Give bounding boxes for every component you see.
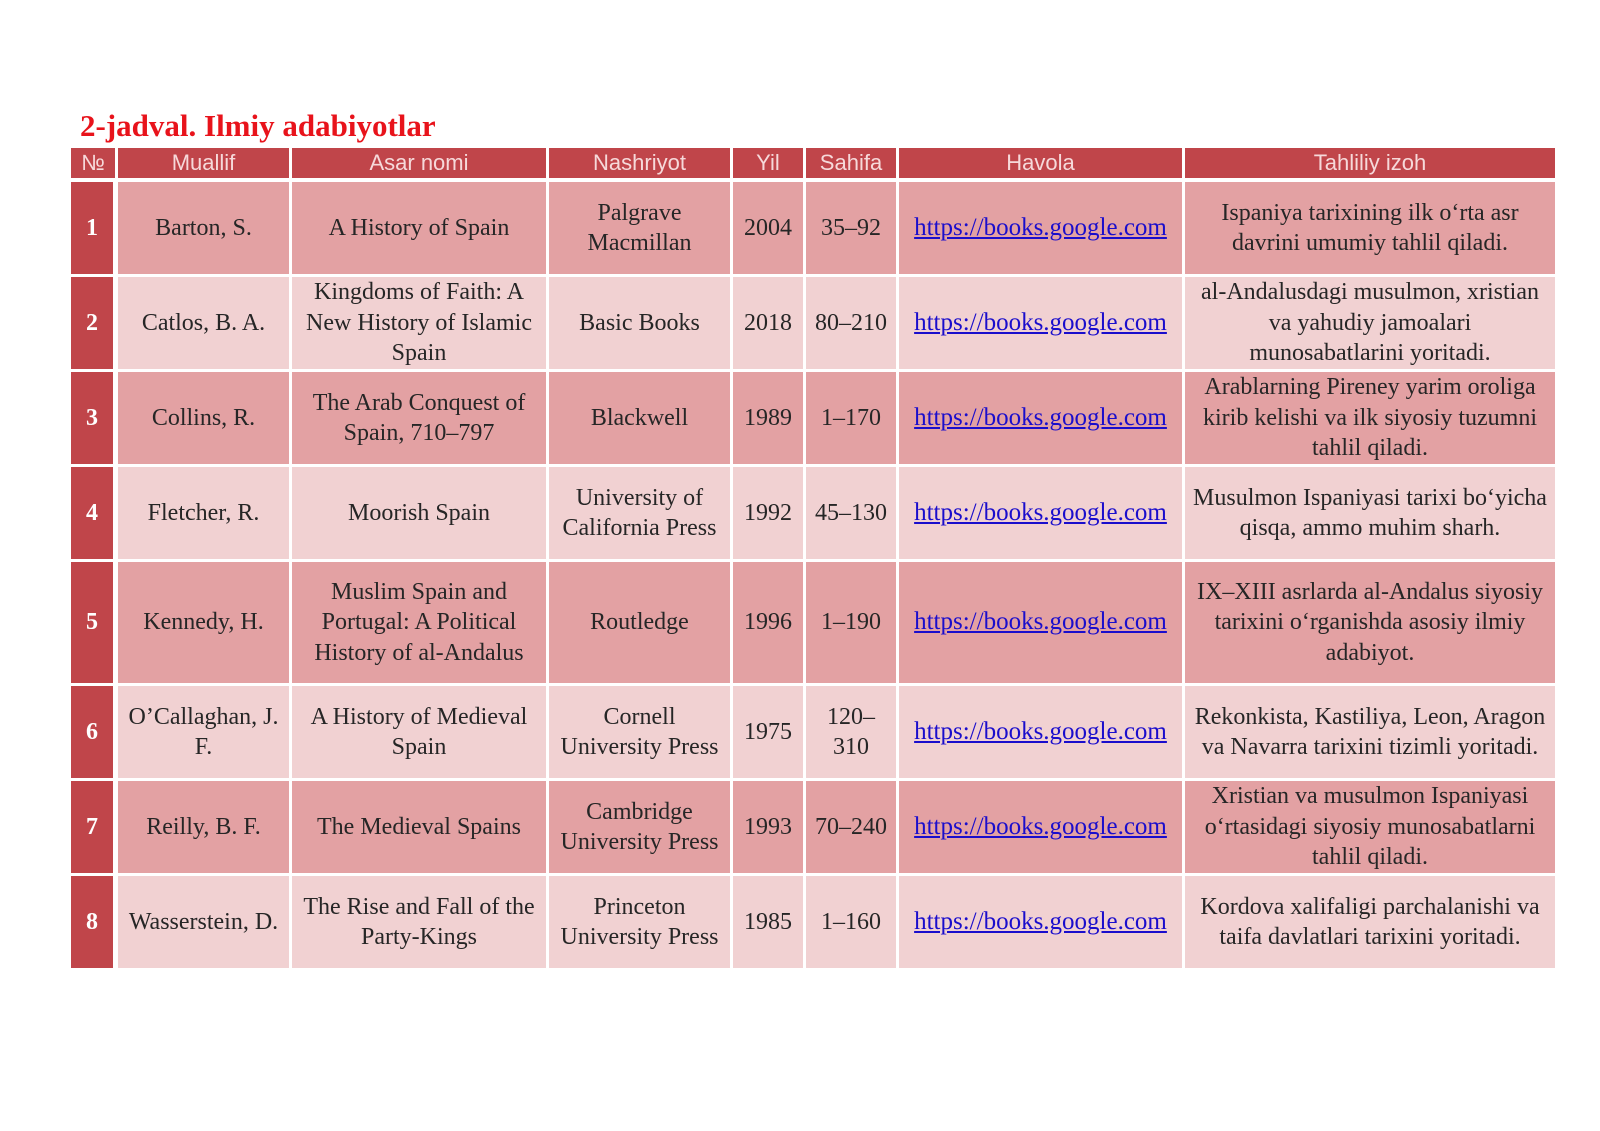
author-cell: Kennedy, H.: [118, 562, 292, 686]
note-cell: Rekonkista, Kastiliya, Leon, Aragon va Navarra tarixini tizimli yoritadi.: [1185, 686, 1555, 781]
author-cell: Wasserstein, D.: [118, 876, 292, 971]
publisher-cell: University of California Press: [549, 467, 733, 562]
link-cell: [899, 182, 1185, 277]
table-row: [71, 686, 1555, 781]
author-cell: Barton, S.: [118, 182, 292, 277]
link-cell: [899, 686, 1185, 781]
publisher-cell: Palgrave Macmillan: [549, 182, 733, 277]
row-number: 5: [71, 562, 118, 686]
row-number: 7: [71, 781, 118, 876]
note-cell: Xristian va musulmon Ispaniyasi oʻrtasidagi siyosiy munosabatlarni tahlil qiladi.: [1185, 781, 1555, 876]
book-link[interactable]: https://books.google.com: [914, 403, 1167, 431]
year-cell: 1996: [733, 562, 806, 686]
year-cell: 1989: [733, 372, 806, 467]
publisher-cell: Basic Books: [549, 277, 733, 372]
author-cell: Collins, R.: [118, 372, 292, 467]
row-number: 3: [71, 372, 118, 467]
link-cell: [899, 781, 1185, 876]
pages-cell: 1–190: [806, 562, 899, 686]
table-row: [71, 372, 1555, 467]
table-row: [71, 876, 1555, 971]
row-number: 6: [71, 686, 118, 781]
title-cell: Kingdoms of Faith: A New History of Islamic Spain: [292, 277, 549, 372]
row-number: 4: [71, 467, 118, 562]
row-number: 1: [71, 182, 118, 277]
publisher-cell: Cambridge University Press: [549, 781, 733, 876]
header-row: [71, 148, 1555, 182]
column-header-pages: Sahifa: [806, 148, 899, 182]
pages-cell: 35–92: [806, 182, 899, 277]
pages-cell: 120–310: [806, 686, 899, 781]
book-link[interactable]: https://books.google.com: [914, 907, 1167, 935]
pages-cell: 1–170: [806, 372, 899, 467]
year-cell: 2004: [733, 182, 806, 277]
table-row: [71, 781, 1555, 876]
title-cell: A History of Spain: [292, 182, 549, 277]
title-cell: Moorish Spain: [292, 467, 549, 562]
table-row: [71, 182, 1555, 277]
book-link[interactable]: https://books.google.com: [914, 717, 1167, 745]
note-cell: Musulmon Ispaniyasi tarixi boʻyicha qisqa, ammo muhim sharh.: [1185, 467, 1555, 562]
column-header-author: Muallif: [118, 148, 292, 182]
year-cell: 1975: [733, 686, 806, 781]
publisher-cell: Princeton University Press: [549, 876, 733, 971]
pages-cell: 45–130: [806, 467, 899, 562]
pages-cell: 70–240: [806, 781, 899, 876]
row-number: 8: [71, 876, 118, 971]
column-header-title: Asar nomi: [292, 148, 549, 182]
author-cell: Fletcher, R.: [118, 467, 292, 562]
title-cell: Muslim Spain and Portugal: A Political History of al-Andalus: [292, 562, 549, 686]
book-link[interactable]: https://books.google.com: [914, 308, 1167, 336]
note-cell: IX–XIII asrlarda al-Andalus siyosiy tarixini oʻrganishda asosiy ilmiy adabiyot.: [1185, 562, 1555, 686]
year-cell: 2018: [733, 277, 806, 372]
note-cell: al-Andalusdagi musulmon, xristian va yahudiy jamoalari munosabatlarini yoritadi.: [1185, 277, 1555, 372]
publisher-cell: Cornell University Press: [549, 686, 733, 781]
year-cell: 1993: [733, 781, 806, 876]
column-header-publisher: Nashriyot: [549, 148, 733, 182]
note-cell: Arablarning Pireney yarim oroliga kirib kelishi va ilk siyosiy tuzumni tahlil qiladi.: [1185, 372, 1555, 467]
book-link[interactable]: https://books.google.com: [914, 812, 1167, 840]
title-cell: The Rise and Fall of the Party-Kings: [292, 876, 549, 971]
link-cell: [899, 876, 1185, 971]
title-cell: The Medieval Spains: [292, 781, 549, 876]
author-cell: O’Callaghan, J. F.: [118, 686, 292, 781]
book-link[interactable]: https://books.google.com: [914, 213, 1167, 241]
column-header-year: Yil: [733, 148, 806, 182]
publisher-cell: Routledge: [549, 562, 733, 686]
note-cell: Ispaniya tarixining ilk oʻrta asr davrini umumiy tahlil qiladi.: [1185, 182, 1555, 277]
note-cell: Kordova xalifaligi parchalanishi va taifa davlatlari tarixini yoritadi.: [1185, 876, 1555, 971]
title-cell: The Arab Conquest of Spain, 710–797: [292, 372, 549, 467]
literature-table: [71, 148, 1555, 971]
link-cell: [899, 467, 1185, 562]
link-cell: [899, 277, 1185, 372]
pages-cell: 1–160: [806, 876, 899, 971]
author-cell: Catlos, B. A.: [118, 277, 292, 372]
year-cell: 1992: [733, 467, 806, 562]
book-link[interactable]: https://books.google.com: [914, 498, 1167, 526]
title-cell: A History of Medieval Spain: [292, 686, 549, 781]
table-row: [71, 562, 1555, 686]
publisher-cell: Blackwell: [549, 372, 733, 467]
link-cell: [899, 562, 1185, 686]
column-header-number: №: [71, 148, 118, 182]
book-link[interactable]: https://books.google.com: [914, 608, 1167, 636]
table-row: [71, 467, 1555, 562]
link-cell: [899, 372, 1185, 467]
column-header-note: Tahliliy izoh: [1185, 148, 1555, 182]
year-cell: 1985: [733, 876, 806, 971]
row-number: 2: [71, 277, 118, 372]
table-row: [71, 277, 1555, 372]
author-cell: Reilly, B. F.: [118, 781, 292, 876]
pages-cell: 80–210: [806, 277, 899, 372]
column-header-link: Havola: [899, 148, 1185, 182]
table-caption: 2-jadval. Ilmiy adabiyotlar: [80, 108, 436, 143]
